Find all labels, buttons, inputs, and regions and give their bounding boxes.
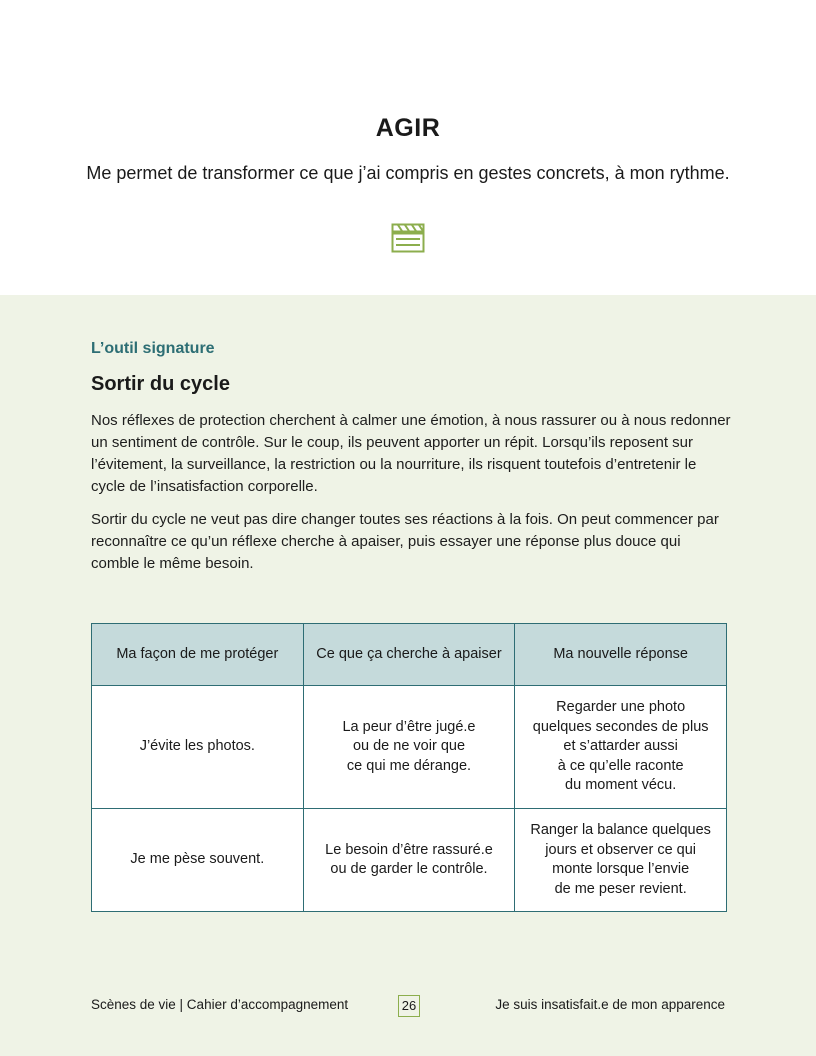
column-header: Ma nouvelle réponse [515, 624, 727, 686]
second-paragraph: Sortir du cycle ne veut pas dire changer toutes ses réactions à la fois. On peut commencer par reconnaître ce qu’un réflexe cherche à apaiser, puis essayer une réponse plus douce qui comble le même besoin. [91, 511, 719, 572]
table-cell: Je me pèse souvent. [92, 809, 304, 912]
column-header: Ce que ça cherche à apaiser [303, 624, 515, 686]
page-subtitle: Me permet de transformer ce que j’ai compris en gestes concrets, à mon rythme. [86, 163, 730, 183]
table-row [92, 686, 727, 809]
table-header-row [92, 624, 727, 686]
table-cell: Le besoin d’être rassuré.e ou de garder le contrôle. [303, 809, 515, 912]
page-title: AGIR [375, 114, 441, 142]
intro-paragraph: Nos réflexes de protection cherchent à calmer une émotion, à nous rassurer ou à nous redonner un sentiment de contrôle. Sur le coup, ils peuvent apporter un répit. Lorsqu’ils reposent sur l’évitement, la surveillance, la restriction ou la nourriture, ils risquent toutefois d’entretenir le cycle de l’insatisfaction corporelle. [91, 412, 731, 495]
footer-publication: Scènes de vie | Cahier d’accompagnement [91, 997, 349, 1012]
page-number: 26 [398, 995, 420, 1017]
table-cell: La peur d’être jugé.e ou de ne voir que ce qui me dérange. [303, 686, 515, 809]
table-cell: Regarder une photo quelques secondes de plus et s’attarder aussi à ce qu’elle raconte du moment vécu. [515, 686, 727, 809]
section-eyebrow: L’outil signature [91, 340, 215, 357]
column-header: Ma façon de me protéger [92, 624, 304, 686]
clapperboard-icon [391, 223, 425, 253]
table-row [92, 809, 727, 912]
section-heading: Sortir du cycle [91, 373, 230, 395]
table-cell: Ranger la balance quelques jours et observer ce qui monte lorsque l’envie de me peser revient. [515, 809, 727, 912]
footer-chapter: Je suis insatisfait.e de mon apparence [495, 997, 725, 1012]
table-cell: J’évite les photos. [92, 686, 304, 809]
reflex-table [91, 623, 727, 912]
